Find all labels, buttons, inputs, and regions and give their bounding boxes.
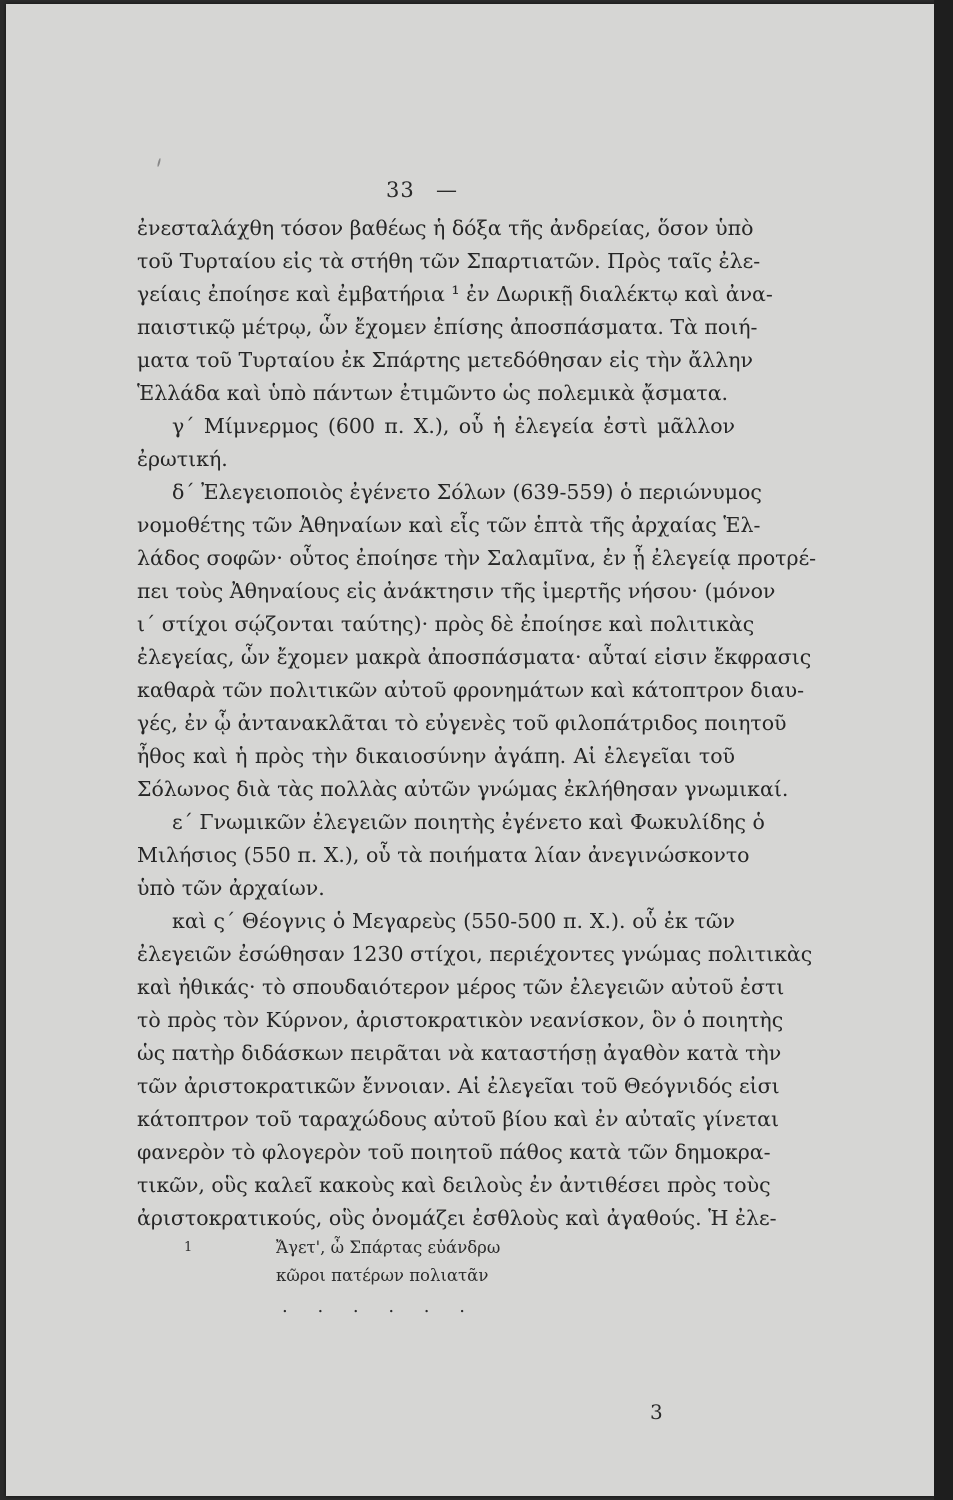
text-line: φανερὸν τὸ φλογερὸν τοῦ ποιητοῦ πάθος κατὰ τῶν δημοκρα- xyxy=(137,1140,771,1164)
signature-mark: 3 xyxy=(650,1400,663,1424)
text-line: ἐνεσταλάχθη τόσον βαθέως ἡ δόξα τῆς ἀνδρείας, ὅσον ὑπὸ xyxy=(137,216,754,240)
text-line: τοῦ Τυρταίου εἰς τὰ στήθη τῶν Σπαρτιατῶν. Πρὸς ταῖς ἐλε- xyxy=(137,249,761,273)
text-line: καθαρὰ τῶν πολιτικῶν αὐτοῦ φρονημάτων καὶ κάτοπτρον διαυ- xyxy=(137,678,805,702)
footnote-mark: 1 xyxy=(184,1240,193,1255)
text-line: τικῶν, οὓς καλεῖ κακοὺς καὶ δειλοὺς ἐν ἀντιθέσει πρὸς τοὺς xyxy=(137,1173,771,1197)
footnote-line: Ἄγετ', ὦ Σπάρτας εὐάνδρω xyxy=(276,1238,501,1257)
text-line: παιστικῷ μέτρῳ, ὧν ἔχομεν ἐπίσης ἀποσπάσματα. Τὰ ποιή- xyxy=(137,315,758,339)
text-line: γ΄ Μίμνερμος (600 π. Χ.), οὗ ἡ ἐλεγεία ἐστὶ μᾶλλον xyxy=(172,414,735,438)
text-line: δ΄ Ἐλεγειοποιὸς ἐγένετο Σόλων (639-559) ὁ περιώνυμος xyxy=(172,480,762,504)
text-line: ι΄ στίχοι σῴζονται ταύτης)· πρὸς δὲ ἐποίησε καὶ πολιτικὰς xyxy=(137,612,755,636)
text-line: λάδος σοφῶν· οὗτος ἐποίησε τὴν Σαλαμῖνα, ἐν ᾗ ἐλεγείᾳ προτρέ- xyxy=(137,546,817,570)
text-line: Μιλήσιος (550 π. Χ.), οὗ τὰ ποιήματα λίαν ἀνεγινώσκοντο xyxy=(137,843,750,867)
text-line: καὶ ἠθικάς· τὸ σπουδαιότερον μέρος τῶν ἐλεγειῶν αὐτοῦ ἐστι xyxy=(137,975,785,999)
text-line: τὸ πρὸς τὸν Κύρνον, ἀριστοκρατικὸν νεανίσκον, ὃν ὁ ποιητὴς xyxy=(137,1008,784,1032)
text-line: ἐλεγείας, ὧν ἔχομεν μακρὰ ἀποσπάσματα· αὗταί εἰσιν ἔκφρασις xyxy=(137,645,812,669)
text-line: Ἑλλάδα καὶ ὑπὸ πάντων ἐτιμῶντο ὡς πολεμικὰ ᾄσματα. xyxy=(137,381,729,405)
text-line: Σόλωνος διὰ τὰς πολλὰς αὐτῶν γνώμας ἐκλήθησαν γνωμικαί. xyxy=(137,777,789,801)
text-line: γείαις ἐποίησε καὶ ἐμβατήρια ¹ ἐν Δωρικῇ διαλέκτῳ καὶ ἀνα- xyxy=(137,282,773,306)
text-line: νομοθέτης τῶν Ἀθηναίων καὶ εἷς τῶν ἑπτὰ τῆς ἀρχαίας Ἑλ- xyxy=(137,513,761,537)
footnote-line: κῶροι πατέρων πολιατᾶν xyxy=(276,1266,489,1285)
page-number-dash: — xyxy=(436,178,457,202)
text-line: ἀριστοκρατικούς, οὓς ὀνομάζει ἐσθλοὺς καὶ ἀγαθούς. Ἡ ἐλε- xyxy=(137,1206,777,1230)
text-line: τῶν ἀριστοκρατικῶν ἔννοιαν. Αἱ ἐλεγεῖαι τοῦ Θεόγνιδός εἰσι xyxy=(137,1074,780,1098)
text-line: κάτοπτρον τοῦ ταραχώδους αὐτοῦ βίου καὶ ἐν αὐταῖς γίνεται xyxy=(137,1107,780,1131)
text-line: γές, ἐν ᾧ ἀντανακλᾶται τὸ εὐγενὲς τοῦ φιλοπάτριδος ποιητοῦ xyxy=(137,711,787,735)
text-line: ὡς πατὴρ διδάσκων πειρᾶται νὰ καταστήσῃ ἀγαθὸν κατὰ τὴν xyxy=(137,1041,782,1065)
text-line: ε΄ Γνωμικῶν ἐλεγειῶν ποιητὴς ἐγένετο καὶ Φωκυλίδης ὁ xyxy=(172,810,765,834)
text-line: ἐλεγειῶν ἐσώθησαν 1230 στίχοι, περιέχοντες γνώμας πολιτικὰς xyxy=(137,942,813,966)
text-line: καὶ ς΄ Θέογνις ὁ Μεγαρεὺς (550-500 π. Χ.). οὗ ἐκ τῶν xyxy=(172,909,735,933)
text-line: πει τοὺς Ἀθηναίους εἰς ἀνάκτησιν τῆς ἱμερτῆς νήσου· (μόνον xyxy=(137,579,776,603)
text-line: ἐρωτική. xyxy=(137,447,228,471)
text-line: ματα τοῦ Τυρταίου ἐκ Σπάρτης μετεδόθησαν εἰς τὴν ἄλλην xyxy=(137,348,753,372)
page-edge-shadow xyxy=(934,0,953,1500)
footnote-ellipsis: . . . . . . xyxy=(282,1296,477,1317)
page-number: 33 xyxy=(386,178,415,202)
text-line: ἦθος καὶ ἡ πρὸς τὴν δικαιοσύνην ἀγάπη. Αἱ ἐλεγεῖαι τοῦ xyxy=(137,744,735,768)
text-line: ὑπὸ τῶν ἀρχαίων. xyxy=(137,876,325,900)
